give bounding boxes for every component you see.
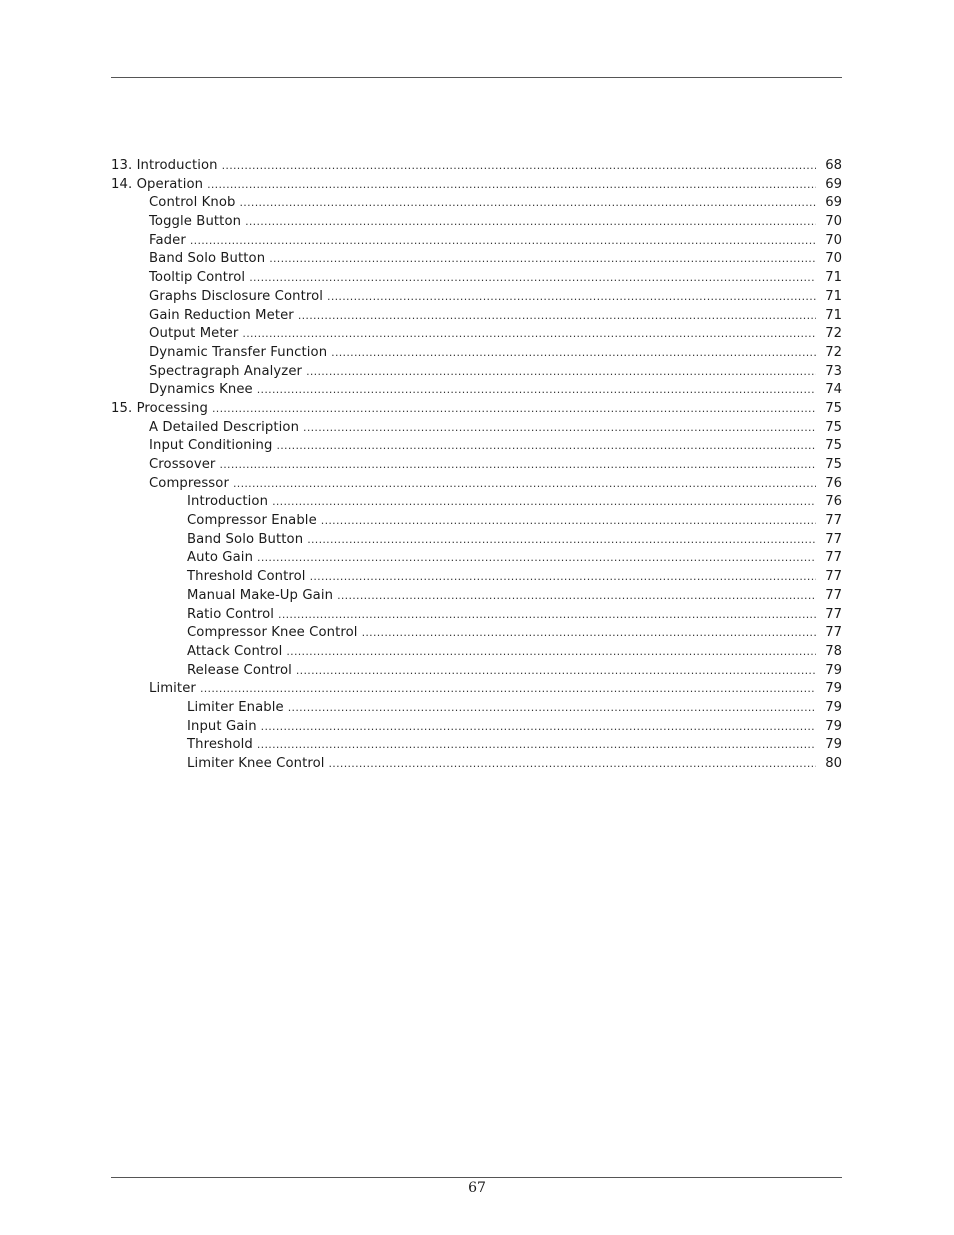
toc-entry[interactable]: [111, 194, 842, 213]
toc-entry[interactable]: [111, 232, 842, 251]
toc-entry-page: 71: [825, 307, 842, 323]
header-rule: [111, 77, 842, 78]
toc-entry-page: 79: [825, 737, 842, 753]
toc-entry-page: 74: [825, 382, 842, 398]
toc-entry[interactable]: [111, 736, 842, 755]
toc-entry-page: 70: [825, 214, 842, 230]
toc-entry-title: Introduction: [187, 494, 269, 510]
toc-entry-title: A Detailed Description: [149, 419, 300, 435]
toc-entry-title: Dynamic Transfer Function: [149, 344, 328, 360]
dot-leader: [307, 531, 816, 550]
toc-entry[interactable]: [111, 325, 842, 344]
toc-entry-page: 77: [825, 569, 842, 585]
dot-leader: [261, 718, 816, 737]
dot-leader: [207, 176, 816, 195]
dot-leader: [298, 307, 816, 326]
toc-entry-page: 75: [825, 438, 842, 454]
toc-entry[interactable]: [111, 269, 842, 288]
page-number: 67: [468, 1180, 486, 1196]
toc-entry[interactable]: [111, 680, 842, 699]
dot-leader: [242, 325, 816, 344]
toc-entry[interactable]: [111, 456, 842, 475]
dot-leader: [219, 456, 816, 475]
toc-entry-page: 69: [825, 176, 842, 192]
dot-leader: [310, 568, 816, 587]
toc-entry[interactable]: [111, 419, 842, 438]
dot-leader: [276, 437, 816, 456]
toc-entry-page: 69: [825, 195, 842, 211]
toc-entry-page: 72: [825, 326, 842, 342]
toc-entry[interactable]: [111, 699, 842, 718]
dot-leader: [272, 493, 816, 512]
toc-entry-page: 77: [825, 513, 842, 529]
toc-entry[interactable]: [111, 718, 842, 737]
dot-leader: [321, 512, 816, 531]
dot-leader: [306, 363, 816, 382]
toc-entry-page: 77: [825, 531, 842, 547]
toc-entry[interactable]: [111, 512, 842, 531]
dot-leader: [303, 419, 816, 438]
dot-leader: [278, 606, 816, 625]
toc-entry-page: 75: [825, 400, 842, 416]
toc-entry-title: Limiter: [149, 681, 196, 697]
toc-entry-page: 79: [825, 718, 842, 734]
toc-entry-page: 73: [825, 363, 842, 379]
dot-leader: [249, 269, 816, 288]
toc-entry-page: 71: [825, 288, 842, 304]
toc-entry[interactable]: [111, 157, 842, 176]
toc-entry[interactable]: [111, 250, 842, 269]
toc-entry-title: Release Control: [187, 662, 292, 678]
toc-entry-title: Tooltip Control: [149, 270, 246, 286]
toc-entry[interactable]: [111, 568, 842, 587]
toc-entry[interactable]: [111, 213, 842, 232]
toc-entry-title: Threshold: [187, 737, 253, 753]
dot-leader: [222, 157, 816, 176]
toc-entry[interactable]: [111, 587, 842, 606]
toc-entry-page: 77: [825, 606, 842, 622]
toc-entry-page: 79: [825, 699, 842, 715]
toc-entry[interactable]: [111, 624, 842, 643]
toc-entry-page: 79: [825, 681, 842, 697]
toc-entry-page: 75: [825, 419, 842, 435]
toc-entry-page: 70: [825, 251, 842, 267]
dot-leader: [329, 755, 816, 774]
toc-entry-title: Toggle Button: [149, 214, 242, 230]
toc-entry[interactable]: [111, 381, 842, 400]
toc-entry-title: Input Gain: [187, 718, 257, 734]
toc-entry-page: 75: [825, 457, 842, 472]
dot-leader: [200, 680, 816, 699]
dot-leader: [327, 288, 816, 307]
toc-entry-title: Attack Control: [187, 643, 283, 659]
toc-entry[interactable]: [111, 531, 842, 550]
dot-leader: [257, 736, 816, 755]
dot-leader: [190, 232, 816, 251]
toc-entry-page: 78: [825, 643, 842, 659]
toc-entry[interactable]: [111, 288, 842, 307]
dot-leader: [257, 381, 816, 400]
toc-entry-title: Limiter Knee Control: [187, 756, 325, 771]
dot-leader: [331, 344, 816, 363]
toc-entry-page: 70: [825, 232, 842, 248]
toc-entry-title: Manual Make-Up Gain: [187, 587, 334, 603]
toc-entry[interactable]: [111, 437, 842, 456]
toc-entry-page: 76: [825, 475, 842, 491]
toc-entry-title: Spectragraph Analyzer: [149, 363, 303, 379]
dot-leader: [257, 549, 816, 568]
toc-entry[interactable]: [111, 643, 842, 662]
dot-leader: [245, 213, 816, 232]
toc-entry-title: Ratio Control: [187, 606, 275, 622]
toc-entry-title: Fader: [149, 232, 186, 248]
table-of-contents: [111, 157, 842, 774]
dot-leader: [296, 662, 816, 681]
toc-entry[interactable]: [111, 662, 842, 681]
toc-entry-title: Band Solo Button: [149, 251, 266, 267]
toc-entry-page: 71: [825, 270, 842, 286]
toc-entry-title: Compressor: [149, 475, 229, 491]
toc-entry[interactable]: [111, 549, 842, 568]
dot-leader: [362, 624, 816, 643]
toc-entry-page: 76: [825, 494, 842, 510]
toc-entry-title: Threshold Control: [187, 569, 306, 585]
footer-rule: [111, 1177, 842, 1178]
toc-entry-title: 13. Introduction: [111, 158, 218, 173]
toc-entry-title: Auto Gain: [187, 550, 254, 566]
toc-entry-title: Band Solo Button: [187, 531, 304, 547]
dot-leader: [240, 194, 816, 213]
toc-entry-page: 77: [825, 550, 842, 566]
toc-entry-title: Dynamics Knee: [149, 382, 253, 398]
toc-entry-page: 79: [825, 662, 842, 678]
toc-entry[interactable]: [111, 363, 842, 382]
toc-entry-page: 77: [825, 587, 842, 603]
toc-entry[interactable]: [111, 475, 842, 494]
toc-entry-title: Control Knob: [149, 195, 236, 211]
toc-entry[interactable]: [111, 755, 842, 774]
toc-entry-title: Gain Reduction Meter: [149, 307, 294, 323]
toc-entry[interactable]: [111, 493, 842, 512]
toc-entry-page: 68: [825, 158, 842, 173]
toc-entry-page: 77: [825, 625, 842, 641]
dot-leader: [233, 475, 816, 494]
dot-leader: [286, 643, 816, 662]
toc-entry-title: Compressor Knee Control: [187, 625, 358, 641]
toc-entry-title: 14. Operation: [111, 176, 204, 192]
toc-entry-title: Output Meter: [149, 326, 239, 342]
toc-entry[interactable]: [111, 307, 842, 326]
toc-entry[interactable]: [111, 606, 842, 625]
toc-entry-title: Input Conditioning: [149, 438, 273, 454]
toc-entry-title: Limiter Enable: [187, 699, 284, 715]
toc-entry-title: Compressor Enable: [187, 513, 317, 529]
toc-entry-title: 15. Processing: [111, 400, 208, 416]
toc-entry-page: 80: [825, 756, 842, 771]
toc-entry-page: 72: [825, 344, 842, 360]
dot-leader: [269, 250, 816, 269]
toc-entry[interactable]: [111, 344, 842, 363]
toc-entry-title: Crossover: [149, 457, 216, 472]
toc-entry[interactable]: [111, 400, 842, 419]
toc-entry-title: Graphs Disclosure Control: [149, 288, 324, 304]
dot-leader: [288, 699, 816, 718]
toc-entry[interactable]: [111, 176, 842, 195]
dot-leader: [337, 587, 816, 606]
dot-leader: [212, 400, 816, 419]
